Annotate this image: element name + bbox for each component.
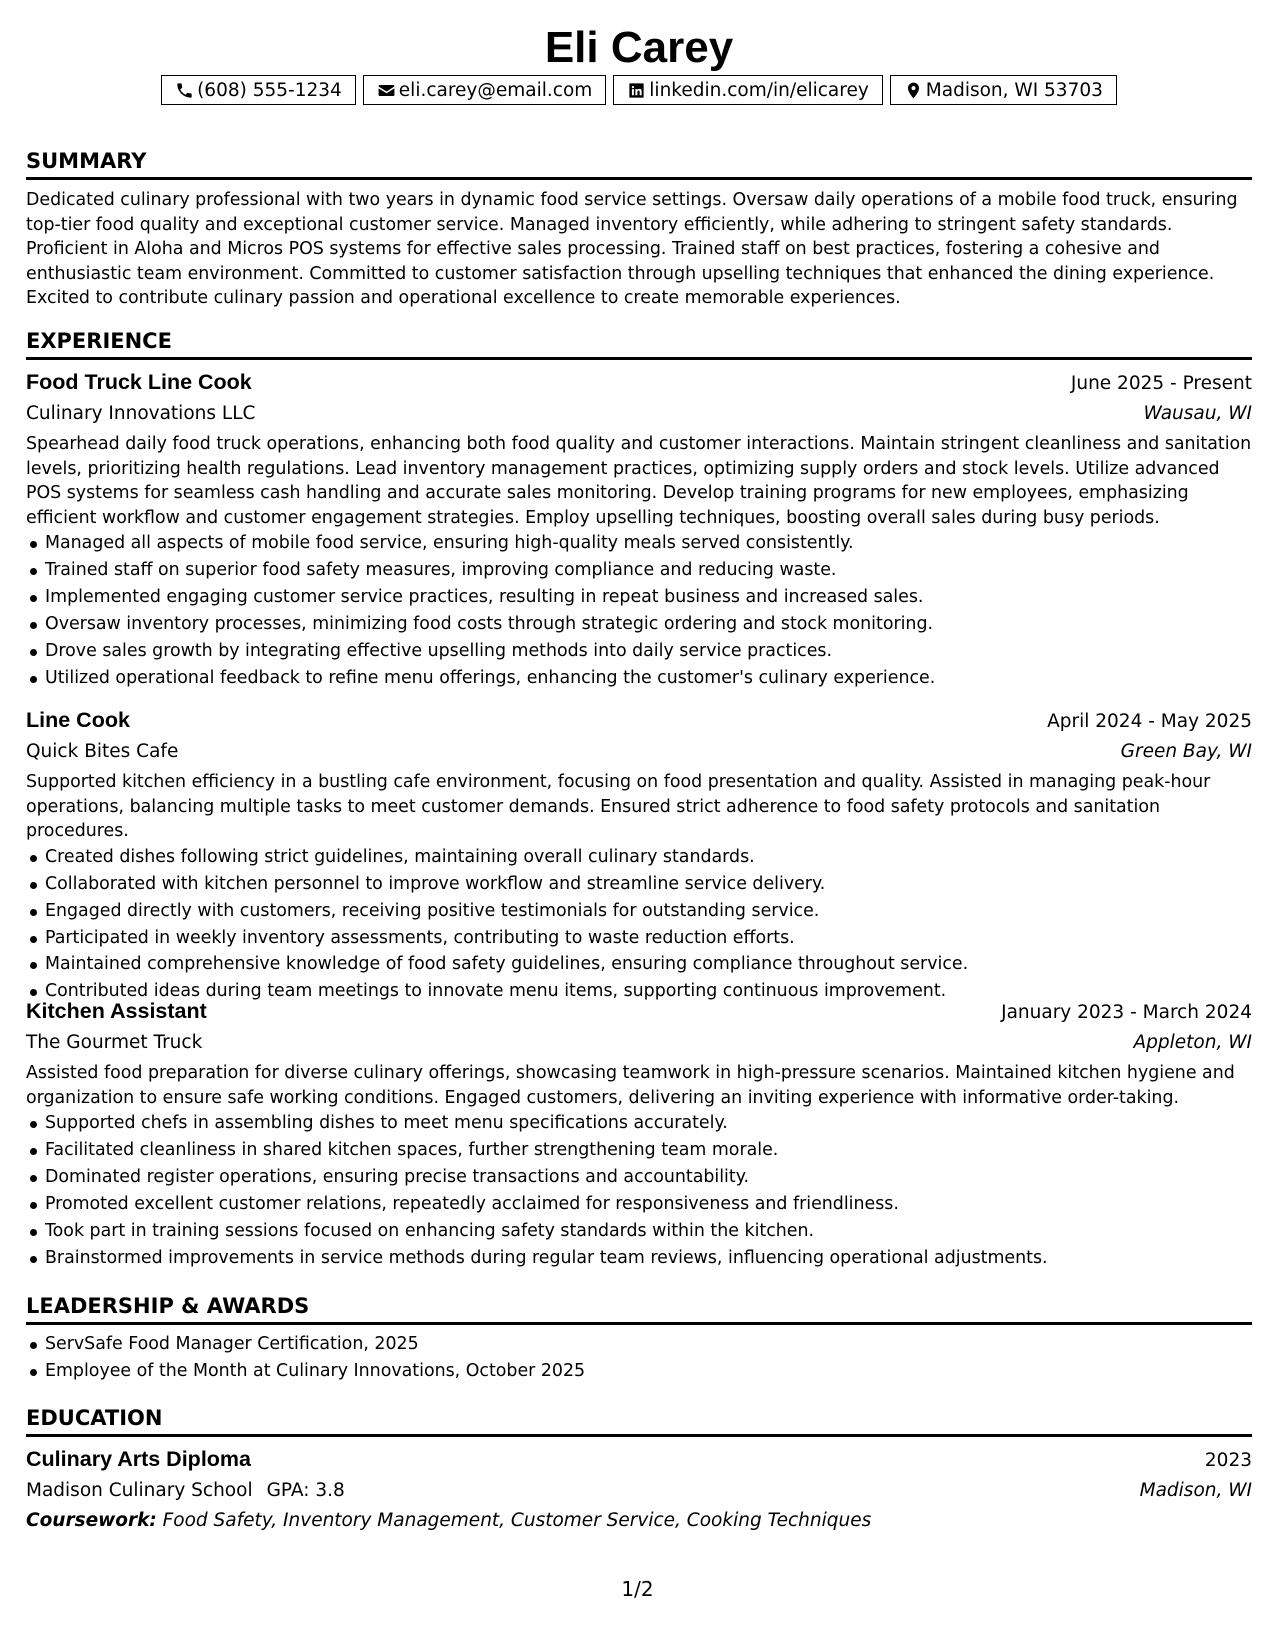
school-location: Madison, WI	[1139, 1480, 1252, 1501]
coursework-list: Food Safety, Inventory Management, Customer Service, Cooking Techniques	[162, 1510, 872, 1531]
section-title-education: EDUCATION	[26, 1405, 1252, 1437]
contact-linkedin[interactable]	[613, 75, 882, 105]
job-title: Kitchen Assistant	[26, 999, 207, 1023]
bullet-item: Contributed ideas during team meetings to innovate menu items, supporting continuous improvement.	[26, 978, 1252, 1005]
company-name: Quick Bites Cafe	[26, 741, 179, 762]
award-item: ServSafe Food Manager Certification, 2025	[26, 1331, 1252, 1358]
location-text: Madison, WI 53703	[925, 79, 1103, 101]
bullet-item: Trained staff on superior food safety measures, improving compliance and reducing waste.	[26, 557, 1252, 584]
bullet-item: Dominated register operations, ensuring precise transactions and accountability.	[26, 1164, 1252, 1191]
coursework-label: Coursework:	[26, 1510, 157, 1531]
company-name: Culinary Innovations LLC	[26, 403, 256, 424]
job-entry	[26, 367, 1252, 692]
job-bullets	[26, 530, 1252, 691]
job-location: Green Bay, WI	[1120, 741, 1252, 762]
resume-page	[26, 0, 1252, 1531]
award-item: Employee of the Month at Culinary Innovations, October 2025	[26, 1358, 1252, 1385]
gpa: GPA: 3.8	[266, 1480, 345, 1501]
bullet-item: Maintained comprehensive knowledge of food safety guidelines, ensuring compliance throughout service.	[26, 951, 1252, 978]
job-entry	[26, 705, 1252, 1005]
linkedin-icon	[627, 81, 646, 100]
job-dates: June 2025 - Present	[1070, 373, 1252, 394]
bullet-item: Drove sales growth by integrating effective upselling methods into daily service practices.	[26, 638, 1252, 665]
contact-location	[890, 75, 1117, 105]
section-title-experience: EXPERIENCE	[26, 328, 1252, 360]
school-name: Madison Culinary School	[26, 1480, 253, 1501]
job-dates: April 2024 - May 2025	[1047, 711, 1252, 732]
bullet-item: Brainstormed improvements in service methods during regular team reviews, influencing operational adjustments.	[26, 1245, 1252, 1272]
leadership-block	[26, 1331, 1252, 1385]
job-dates: January 2023 - March 2024	[1001, 1002, 1252, 1023]
job-description: Assisted food preparation for diverse culinary offerings, showcasing teamwork in high-pressure scenarios. Maintained kitchen hygiene and organization to ensure safe working conditions. Engaged customers, delivering an inviting experience with informative order-taking.	[26, 1063, 1235, 1108]
job-bullets	[26, 844, 1252, 1005]
job-location: Appleton, WI	[1133, 1032, 1252, 1053]
phone-text: (608) 555-1234	[197, 79, 342, 101]
bullet-item: Collaborated with kitchen personnel to improve workflow and streamline service delivery.	[26, 871, 1252, 898]
map-marker-icon	[904, 81, 923, 100]
job-description: Spearhead daily food truck operations, enhancing both food quality and customer interactions. Maintain stringent cleanliness and sanitation levels, prioritizing health regulations. Lead inventory management practices, optimizing supply orders and stock levels. Utilize advanced POS systems for seamless cash handling and accurate sales monitoring. Develop training programs for new employees, emphasizing efficient workflow and customer engagement strategies. Employ upselling techniques, boosting overall sales during busy periods.	[26, 434, 1252, 528]
degree-title: Culinary Arts Diploma	[26, 1447, 251, 1471]
job-bullets	[26, 1110, 1252, 1271]
bullet-item: Utilized operational feedback to refine menu offerings, enhancing the customer's culinary experience.	[26, 665, 1252, 692]
school-line	[26, 1476, 345, 1506]
envelope-icon	[377, 81, 396, 100]
job-description: Supported kitchen efficiency in a bustling cafe environment, focusing on food presentation and quality. Assisted in managing peak-hour operations, balancing multiple tasks to meet customer demands. Ensured strict adherence to food safety protocols and sanitation procedures.	[26, 772, 1211, 842]
summary-block	[26, 188, 1252, 311]
section-title-summary: SUMMARY	[26, 148, 1252, 180]
linkedin-text: linkedin.com/in/elicarey	[649, 79, 869, 101]
contact-phone[interactable]	[161, 75, 356, 105]
bullet-item: Engaged directly with customers, receiving positive testimonials for outstanding service.	[26, 898, 1252, 925]
bullet-item: Implemented engaging customer service practices, resulting in repeat business and increased sales.	[26, 584, 1252, 611]
contact-email[interactable]	[363, 75, 607, 105]
coursework-line	[26, 1506, 1252, 1536]
award-list	[26, 1331, 1252, 1385]
bullet-item: Created dishes following strict guidelines, maintaining overall culinary standards.	[26, 844, 1252, 871]
bullet-item: Took part in training sessions focused on enhancing safety standards within the kitchen.	[26, 1218, 1252, 1245]
job-location: Wausau, WI	[1143, 403, 1252, 424]
bullet-item: Managed all aspects of mobile food service, ensuring high-quality meals served consistently.	[26, 530, 1252, 557]
graduation-year: 2023	[1204, 1450, 1252, 1471]
bullet-item: Oversaw inventory processes, minimizing food costs through strategic ordering and stock monitoring.	[26, 611, 1252, 638]
company-name: The Gourmet Truck	[26, 1032, 203, 1053]
bullet-item: Promoted excellent customer relations, repeatedly acclaimed for responsiveness and friendliness.	[26, 1191, 1252, 1218]
bullet-item: Participated in weekly inventory assessments, contributing to waste reduction efforts.	[26, 925, 1252, 952]
bullet-item: Supported chefs in assembling dishes to meet menu specifications accurately.	[26, 1110, 1252, 1137]
section-title-leadership: LEADERSHIP & AWARDS	[26, 1293, 1252, 1325]
education-block	[26, 1444, 1252, 1536]
contact-bar	[26, 75, 1252, 105]
candidate-name: Eli Carey	[544, 23, 734, 72]
email-text: eli.carey@email.com	[398, 79, 593, 101]
job-title: Food Truck Line Cook	[26, 370, 252, 394]
job-title: Line Cook	[26, 708, 130, 732]
job-entry	[26, 996, 1252, 1272]
page-number: 1/2	[621, 1577, 654, 1601]
bullet-item: Facilitated cleanliness in shared kitchen spaces, further strengthening team morale.	[26, 1137, 1252, 1164]
phone-icon	[175, 81, 194, 100]
summary-text: Dedicated culinary professional with two years in dynamic food service settings. Oversaw daily operations of a mobile food truck, ensuring top-tier food quality and exceptional customer service. Managed inventory efficiently, while adhering to stringent safety standards. Proficient in Aloha and Micros POS systems for effective sales processing. Trained staff on best practices, fostering a cohesive and enthusiastic team environment. Committed to customer satisfaction through upselling techniques that enhanced the dining experience. Excited to contribute culinary passion and operational excellence to create memorable experiences.	[26, 190, 1238, 309]
